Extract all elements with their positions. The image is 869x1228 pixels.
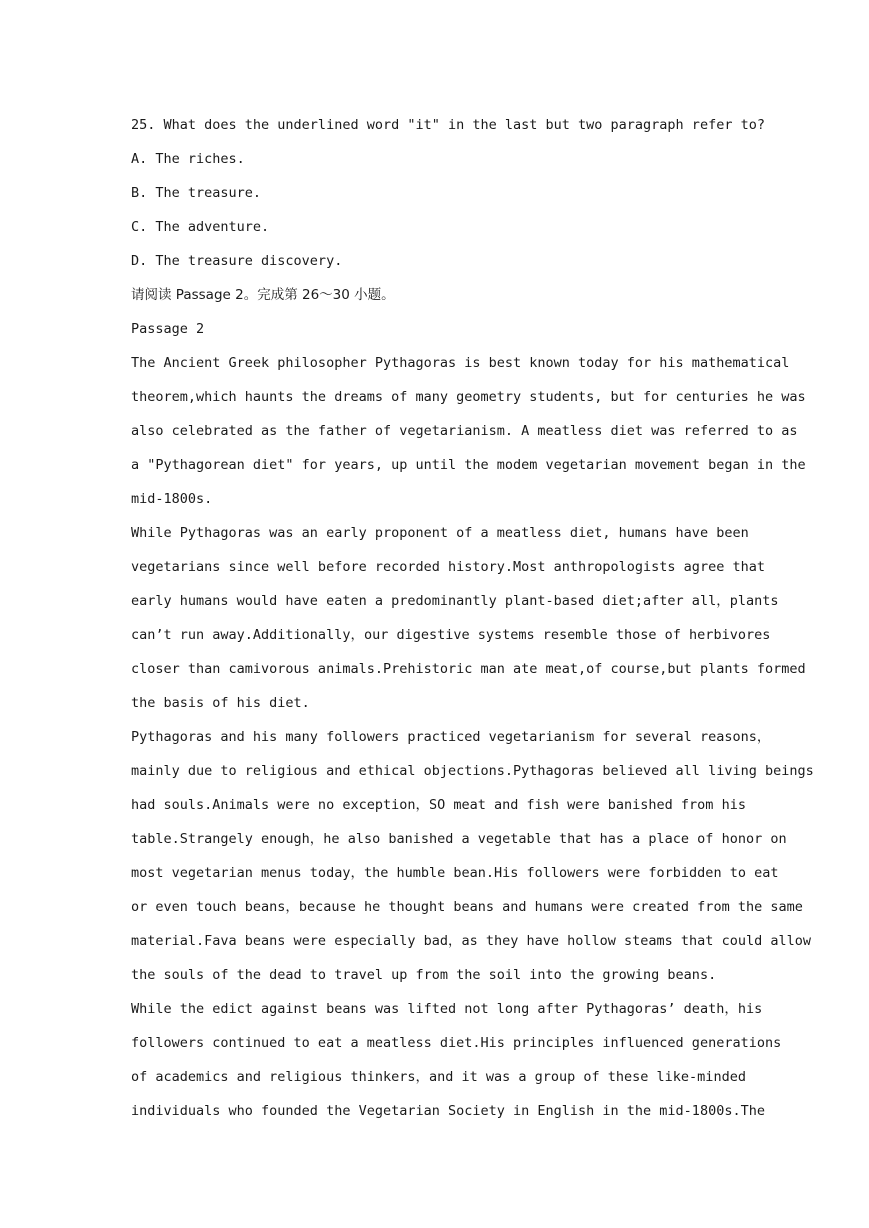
paragraph-line: theorem,which haunts the dreams of many geometry students, but for centuries he was [131, 389, 806, 405]
paragraph-line: mid-1800s. [131, 491, 213, 507]
option-d: D. The treasure discovery. [131, 253, 343, 269]
paragraph-line: vegetarians since well before recorded history.Most anthropologists agree that [131, 559, 765, 575]
passage-title: Passage 2 [131, 321, 205, 337]
paragraph-line: The Ancient Greek philosopher Pythagoras is best known today for his mathematical [131, 355, 790, 371]
paragraph-line: most vegetarian menus today，the humble bean.His followers were forbidden to eat [131, 865, 779, 881]
reading-instruction: 请阅读 Passage 2。完成第 26～30 小题。 [131, 287, 395, 303]
paragraph-line: closer than camivorous animals.Prehistoric man ate meat,of course,but plants formed [131, 661, 806, 677]
paragraph-line: Pythagoras and his many followers practiced vegetarianism for several reasons， [131, 729, 771, 745]
paragraph-line: While the edict against beans was lifted not long after Pythagoras’ death，his [131, 1001, 763, 1017]
paragraph-line: or even touch beans，because he thought beans and humans were created from the same [131, 899, 803, 915]
paragraph-2 [131, 516, 806, 720]
paragraph-line: table.Strangely enough，he also banished a vegetable that has a place of honor on [131, 831, 787, 847]
paragraph-line: early humans would have eaten a predominantly plant-based diet;after all，plants [131, 593, 779, 609]
paragraph-1 [131, 346, 806, 516]
option-a: A. The riches. [131, 151, 245, 167]
paragraph-line: individuals who founded the Vegetarian Society in English in the mid-1800s.The [131, 1103, 765, 1119]
option-b: B. The treasure. [131, 185, 262, 201]
paragraph-line: had souls.Animals were no exception，SO meat and fish were banished from his [131, 797, 746, 813]
question-stem: 25. What does the underlined word "it" in the last but two paragraph refer to? [131, 117, 765, 133]
paragraph-line: a "Pythagorean diet" for years, up until the modem vegetarian movement began in the [131, 457, 806, 473]
paragraph-line: can’t run away.Additionally，our digestive systems resemble those of herbivores [131, 627, 771, 643]
paragraph-line: also celebrated as the father of vegetarianism. A meatless diet was referred to as [131, 423, 798, 439]
paragraph-line: followers continued to eat a meatless diet.His principles influenced generations [131, 1035, 782, 1051]
paragraph-line: mainly due to religious and ethical objections.Pythagoras believed all living beings [131, 763, 814, 779]
paragraph-line: the souls of the dead to travel up from the soil into the growing beans. [131, 967, 717, 983]
paragraph-line: While Pythagoras was an early proponent of a meatless diet, humans have been [131, 525, 749, 541]
paragraph-line: of academics and religious thinkers，and it was a group of these like-minded [131, 1069, 746, 1085]
document-body [131, 108, 814, 1128]
paragraph-4 [131, 992, 782, 1128]
option-c: C. The adventure. [131, 219, 270, 235]
paragraph-3 [131, 720, 814, 992]
paragraph-line: the basis of his diet. [131, 695, 310, 711]
paragraph-line: material.Fava beans were especially bad，as they have hollow steams that could allow [131, 933, 811, 949]
